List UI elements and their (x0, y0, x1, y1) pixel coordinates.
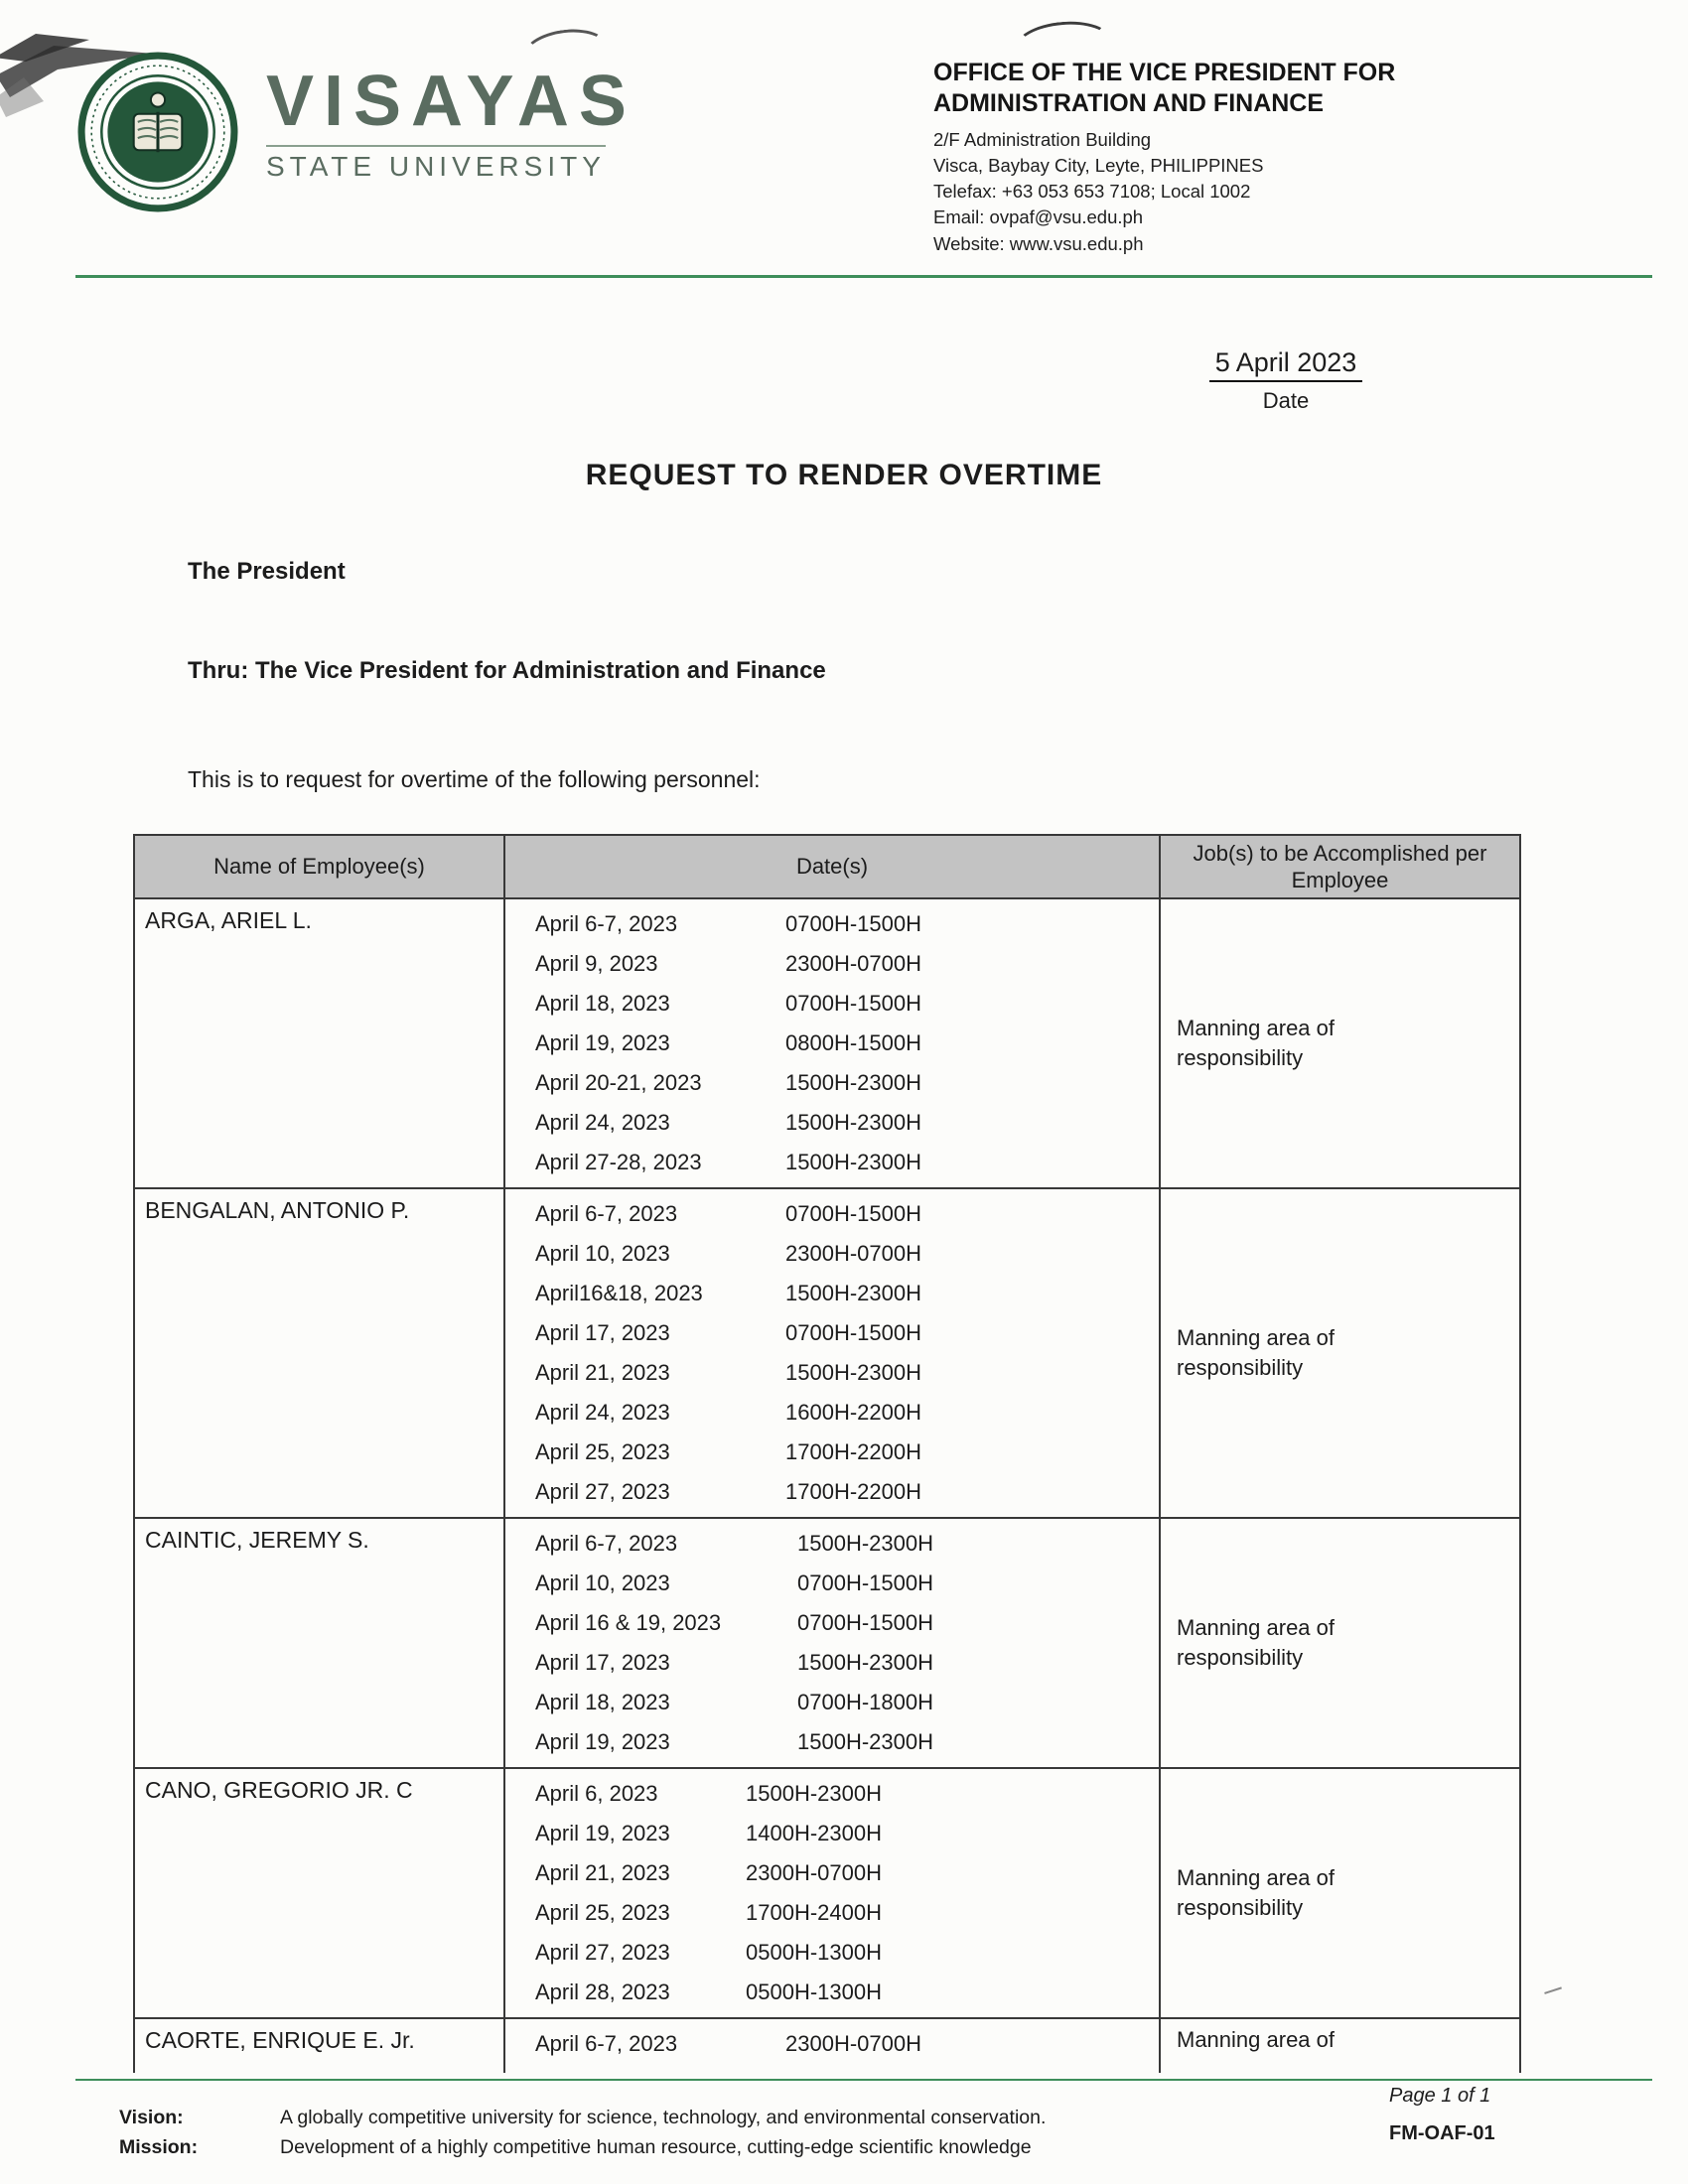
office-address-line1: 2/F Administration Building (933, 128, 1152, 150)
employee-name: CAINTIC, JEREMY S. (134, 1518, 504, 1768)
overtime-entry-date: April 24, 2023 (535, 1400, 670, 1425)
mission-text: Development of a highly competitive human resource, cutting-edge scientific knowledge (280, 2136, 1032, 2158)
overtime-entry (535, 1814, 1159, 1853)
overtime-entry-date: April 9, 2023 (535, 951, 658, 976)
column-header-name: Name of Employee(s) (134, 835, 504, 898)
employee-job-text: Manning area of responsibility (1177, 1615, 1335, 1670)
overtime-entry (535, 984, 1159, 1024)
overtime-entry (535, 1194, 1159, 1234)
column-header-dates: Date(s) (504, 835, 1160, 898)
employee-dates (504, 1518, 1160, 1768)
overtime-entry (535, 1393, 1159, 1433)
overtime-entry-date: April 17, 2023 (535, 1650, 670, 1675)
employee-name: CAORTE, ENRIQUE E. Jr. (134, 2018, 504, 2073)
overtime-table-body (134, 898, 1520, 2073)
overtime-entry-date: April 19, 2023 (535, 1821, 670, 1845)
date-value: 5 April 2023 (1209, 347, 1363, 382)
overtime-entry (535, 1973, 1159, 2012)
overtime-entry-date: April 19, 2023 (535, 1030, 670, 1055)
overtime-entry-date: April 6-7, 2023 (535, 911, 678, 936)
overtime-entry-time: 0700H-1500H (785, 911, 921, 936)
overtime-entry (535, 1472, 1159, 1512)
overtime-entry-time: 0700H-1500H (797, 1570, 933, 1595)
overtime-entry (535, 1274, 1159, 1313)
employee-dates (504, 2018, 1160, 2073)
overtime-entry-time: 0800H-1500H (785, 1030, 921, 1055)
overtime-table (133, 834, 1521, 2073)
date-label: Date (1262, 388, 1310, 413)
employee-job (1160, 1768, 1520, 2018)
employee-name: ARGA, ARIEL L. (134, 898, 504, 1188)
overtime-entry (535, 1353, 1159, 1393)
overtime-entry (535, 1774, 1159, 1814)
employee-job-text: Manning area of responsibility (1177, 1016, 1335, 1070)
overtime-entry-date: April 6-7, 2023 (535, 1201, 678, 1226)
overtime-entry-date: April 27-28, 2023 (535, 1150, 702, 1174)
recipient-line: The President (188, 558, 346, 585)
overtime-entry-date: April 24, 2023 (535, 1110, 670, 1135)
overtime-entry-date: April 6-7, 2023 (535, 2031, 678, 2056)
office-letterhead-block (933, 58, 1529, 257)
overtime-entry-date: April 18, 2023 (535, 1690, 670, 1714)
employee-job-text: Manning area of (1177, 2027, 1335, 2052)
employee-row (134, 2018, 1520, 2073)
overtime-entry-time: 0700H-1500H (797, 1610, 933, 1635)
overtime-entry (535, 1893, 1159, 1933)
university-subtitle: STATE UNIVERSITY (266, 145, 606, 183)
overtime-entry-time: 2300H-0700H (785, 2031, 921, 2056)
employee-job (1160, 1518, 1520, 1768)
overtime-entry-time: 1500H-2300H (785, 1110, 921, 1135)
overtime-entry-date: April 16 & 19, 2023 (535, 1610, 722, 1635)
scan-artifact-mark (1544, 1986, 1564, 1999)
overtime-entry (535, 1143, 1159, 1182)
employee-name: CANO, GREGORIO JR. C (134, 1768, 504, 2018)
overtime-entry-date: April 18, 2023 (535, 991, 670, 1016)
employee-job (1160, 898, 1520, 1188)
overtime-entry-date: April 25, 2023 (535, 1900, 670, 1925)
employee-row (134, 1518, 1520, 1768)
overtime-entry-time: 1700H-2200H (785, 1479, 921, 1504)
header-divider (75, 275, 1652, 278)
overtime-entry (535, 1024, 1159, 1063)
form-code: FM-OAF-01 (1389, 2122, 1495, 2144)
overtime-entry-date: April 6, 2023 (535, 1781, 658, 1806)
overtime-entry (535, 1524, 1159, 1564)
overtime-entry-date: April16&18, 2023 (535, 1281, 703, 1305)
overtime-entry-time: 1500H-2300H (785, 1070, 921, 1095)
overtime-entry (535, 1643, 1159, 1683)
overtime-entry (535, 1063, 1159, 1103)
overtime-entry-time: 0700H-1500H (785, 1201, 921, 1226)
employee-job (1160, 2018, 1520, 2073)
overtime-entry-time: 0700H-1500H (785, 1320, 921, 1345)
office-address-line2: Visca, Baybay City, Leyte, PHILIPPINES (933, 154, 1264, 176)
intro-line: This is to request for overtime of the following personnel: (188, 766, 761, 792)
vision-label: Vision: (119, 2107, 184, 2128)
overtime-entry-time: 0700H-1800H (797, 1690, 933, 1714)
overtime-entry-time: 1500H-2300H (797, 1729, 933, 1754)
office-contact (933, 127, 1529, 257)
employee-job-text: Manning area of responsibility (1177, 1325, 1335, 1380)
overtime-entry-time: 1700H-2200H (785, 1439, 921, 1464)
overtime-entry (535, 904, 1159, 944)
employee-row (134, 1768, 1520, 2018)
overtime-entry-date: April 17, 2023 (535, 1320, 670, 1345)
overtime-entry-time: 1500H-2300H (785, 1281, 921, 1305)
overtime-entry-time: 1500H-2300H (785, 1150, 921, 1174)
overtime-entry (535, 1683, 1159, 1722)
overtime-entry-date: April 27, 2023 (535, 1479, 670, 1504)
employee-job-text: Manning area of responsibility (1177, 1865, 1335, 1920)
overtime-entry-time: 2300H-0700H (785, 1241, 921, 1266)
employee-row (134, 898, 1520, 1188)
office-website: Website: www.vsu.edu.ph (933, 232, 1144, 254)
overtime-table-wrapper (133, 834, 1521, 2073)
employee-name: BENGALAN, ANTONIO P. (134, 1188, 504, 1518)
office-telefax: Telefax: +63 053 653 7108; Local 1002 (933, 181, 1251, 203)
mission-row (119, 2136, 1032, 2159)
overtime-entry-time: 1400H-2300H (746, 1821, 882, 1845)
overtime-entry-time: 1600H-2200H (785, 1400, 921, 1425)
column-header-jobs: Job(s) to be Accomplished per Employee (1160, 835, 1520, 898)
overtime-entry-time: 0500H-1300H (746, 1979, 882, 2004)
overtime-entry (535, 1853, 1159, 1893)
employee-row (134, 1188, 1520, 1518)
employee-dates (504, 1768, 1160, 2018)
overtime-entry (535, 1234, 1159, 1274)
office-email: Email: ovpaf@vsu.edu.ph (933, 206, 1144, 228)
university-name: VISAYAS (266, 62, 636, 141)
overtime-entry-date: April 27, 2023 (535, 1940, 670, 1965)
document-title: REQUEST TO RENDER OVERTIME (585, 459, 1103, 491)
office-title-line2: ADMINISTRATION AND FINANCE (933, 89, 1325, 118)
thru-line: Thru: The Vice President for Administration and Finance (188, 657, 826, 684)
university-wordmark (266, 62, 636, 183)
employee-job (1160, 1188, 1520, 1518)
overtime-entry-time: 2300H-0700H (746, 1860, 882, 1885)
overtime-entry-time: 0500H-1300H (746, 1940, 882, 1965)
overtime-entry-date: April 20-21, 2023 (535, 1070, 702, 1095)
employee-dates (504, 1188, 1160, 1518)
letterhead-brand (77, 52, 636, 212)
overtime-entry-time: 0700H-1500H (785, 991, 921, 1016)
overtime-entry (535, 1313, 1159, 1353)
overtime-entry (535, 2024, 1159, 2064)
overtime-entry (535, 1433, 1159, 1472)
overtime-entry-date: April 25, 2023 (535, 1439, 670, 1464)
overtime-entry (535, 1564, 1159, 1603)
overtime-entry-date: April 6-7, 2023 (535, 1531, 678, 1556)
office-title-line1: OFFICE OF THE VICE PRESIDENT FOR (933, 59, 1396, 86)
overtime-entry-time: 1500H-2300H (797, 1650, 933, 1675)
date-block (1142, 347, 1430, 414)
overtime-entry (535, 944, 1159, 984)
vision-text: A globally competitive university for science, technology, and environmental conservation. (280, 2107, 1047, 2128)
overtime-entry-time: 1500H-2300H (746, 1781, 882, 1806)
overtime-entry-date: April 10, 2023 (535, 1241, 670, 1266)
overtime-entry-time: 1500H-2300H (785, 1360, 921, 1385)
table-header-row (134, 835, 1520, 898)
overtime-entry (535, 1103, 1159, 1143)
vision-row (119, 2107, 1046, 2129)
overtime-entry-time: 1500H-2300H (797, 1531, 933, 1556)
university-seal-icon (77, 52, 238, 212)
overtime-entry-date: April 21, 2023 (535, 1360, 670, 1385)
overtime-entry-date: April 10, 2023 (535, 1570, 670, 1595)
footer-divider (75, 2079, 1652, 2081)
overtime-entry (535, 1603, 1159, 1643)
overtime-entry-time: 2300H-0700H (785, 951, 921, 976)
overtime-entry (535, 1933, 1159, 1973)
overtime-entry (535, 1722, 1159, 1762)
office-title (933, 58, 1529, 120)
employee-dates (504, 898, 1160, 1188)
overtime-entry-time: 1700H-2400H (746, 1900, 882, 1925)
mission-label: Mission: (119, 2136, 199, 2158)
overtime-entry-date: April 28, 2023 (535, 1979, 670, 2004)
overtime-entry-date: April 21, 2023 (535, 1860, 670, 1885)
page-number: Page 1 of 1 (1389, 2085, 1491, 2107)
overtime-entry-date: April 19, 2023 (535, 1729, 670, 1754)
